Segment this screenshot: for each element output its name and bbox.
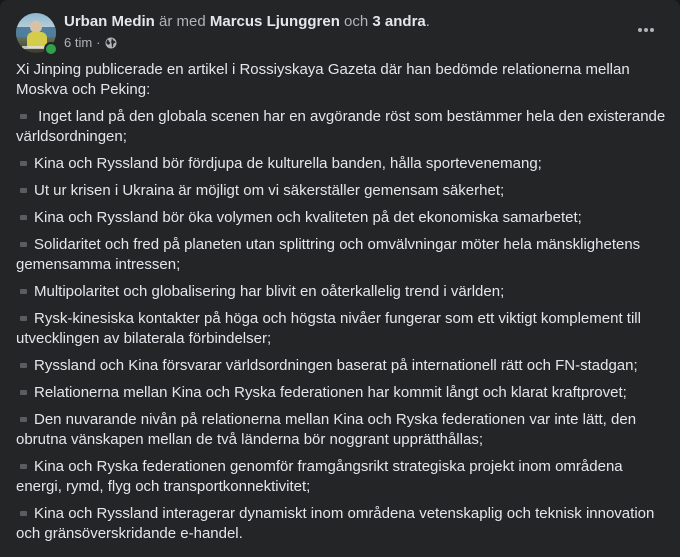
list-item: Kina och Ryska federationen genomför framgångsrikt strategiska projekt inom områdena energi, rymd, flyg och transportkonnektivitet; [16,458,623,495]
bullet-icon [20,242,27,247]
period: . [425,13,430,30]
bullet-icon [20,363,27,368]
and-text: och [339,13,373,30]
bullet-icon [20,161,27,166]
list-item: Rysk-kinesiska kontakter på höga och högsta nivåer fungerar som ett viktigt komplement till utvecklingen av bilaterala förbindelser; [16,310,641,347]
online-status-icon [44,42,58,56]
meta-separator: · [96,35,101,50]
bullet-icon [20,316,27,321]
list-item: Kina och Ryssland interagerar dynamiskt inom områdena vetenskaplig och teknisk innovation och gränsöverskridande e-handel. [16,505,655,542]
more-options-icon [650,28,654,32]
list-item: Multipolaritet och globalisering har blivit en oåterkallelig trend i världen; [16,282,668,302]
others-link[interactable]: 3 andra [372,13,426,30]
bullet-icon [20,511,27,516]
more-options-icon [638,28,642,32]
bullet-icon [20,188,27,193]
post-meta [64,35,117,51]
list-item: Kina och Ryssland bör fördjupa de kulturella banden, hålla sportevenemang; [16,154,668,174]
bullet-icon [20,289,27,294]
globe-icon[interactable] [105,37,117,49]
timestamp-link[interactable]: 6 tim [64,35,93,50]
bullet-icon [20,417,27,422]
list-item: Ryssland och Kina försvarar världsordningen baserat på internationell rätt och FN-stadgan; [16,356,668,376]
post-intro: Xi Jinping publicerade en artikel i Rossiyskaya Gazeta där han bedömde relationerna mellan Moskva och Peking: [16,61,630,98]
bullet-icon [20,390,27,395]
list-item: Inget land på den globala scenen har en avgörande röst som bestämmer hela den existerande världsordningen; [16,108,666,145]
tagged-person-link[interactable]: Marcus Ljunggren [209,13,340,30]
post-header [16,12,664,54]
with-text: är med [154,13,210,30]
list-item: Ut ur krisen i Ukraina är möjligt om vi säkerställer gemensam säkerhet; [16,181,668,201]
list-item: Kina och Ryssland bör öka volymen och kvaliteten på det ekonomiska samarbetet; [16,208,668,228]
post-title [64,12,430,32]
list-item: Den nuvarande nivån på relationerna mellan Kina och Ryska federationen var inte lätt, den obrutna vänskapen mellan de två länderna bör noggrant upprätthållas; [16,411,637,448]
list-item: Solidaritet och fred på planeten utan splittring och omvälvningar möter hela mänsklighetens gemensamma intressen; [16,236,641,273]
post-body [16,60,668,551]
author-link[interactable]: Urban Medin [64,13,155,30]
bullet-icon [20,464,27,469]
bullet-icon [20,114,27,119]
bullet-icon [20,215,27,220]
more-options-button[interactable] [634,18,658,42]
list-item: Relationerna mellan Kina och Ryska federationen har kommit långt och klarat kraftprovet; [16,383,668,403]
more-options-icon [644,28,648,32]
